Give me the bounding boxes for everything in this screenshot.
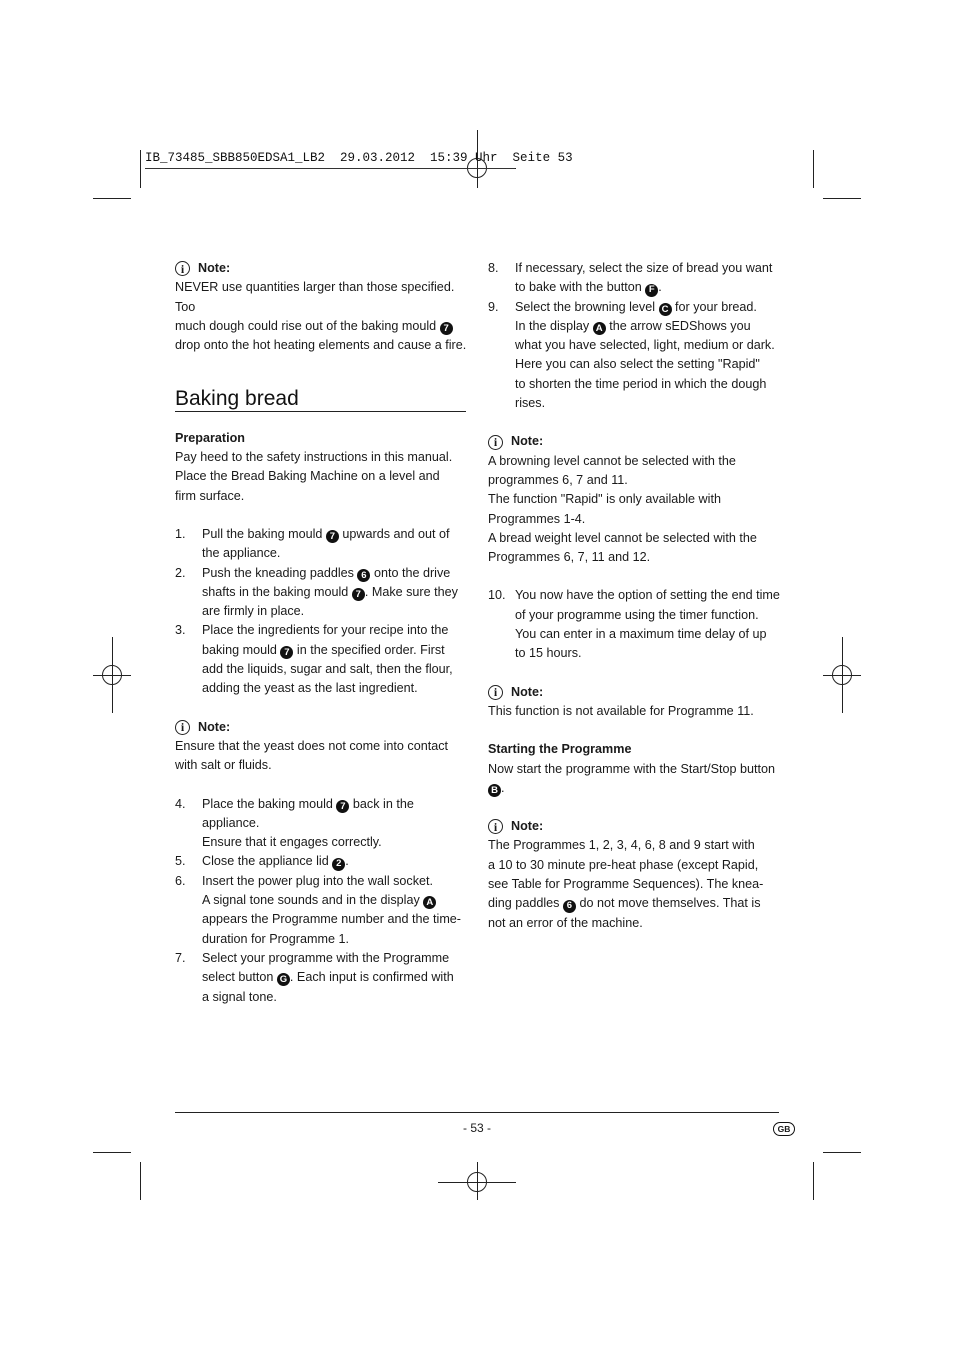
header-underline — [145, 168, 515, 169]
steps-list — [175, 525, 467, 699]
info-icon: i — [175, 261, 190, 276]
list-item: 7. Select your programme with the Programme select button G . Each input is confirmed with a signal tone. — [175, 950, 454, 1004]
language-badge: GB — [773, 1122, 795, 1136]
note-text: Programmes 6, 7, 11 and 12. — [488, 550, 651, 565]
note-text: The function "Rapid" is only available with — [488, 492, 721, 507]
note-text: drop onto the hot heating elements and cause a fire. — [175, 338, 467, 353]
part-badge-2: 2 — [332, 858, 345, 871]
body-text: Now start the programme with the Start/Stop button B . — [488, 761, 775, 796]
part-badge-C: C — [659, 303, 672, 316]
body-text: firm surface. — [175, 488, 245, 503]
crop-mark — [140, 150, 141, 188]
note-text: A bread weight level cannot be selected with the — [488, 530, 757, 545]
part-badge-7: 7 — [352, 588, 365, 601]
subheading-starting: Starting the Programme — [488, 742, 632, 757]
part-badge-B: B — [488, 784, 501, 797]
note-text: Ensure that the yeast does not come into contact — [175, 738, 449, 753]
info-icon: i — [488, 685, 503, 700]
right-column — [488, 259, 783, 933]
steps-list — [175, 795, 467, 1007]
note-heading: i Note: — [175, 718, 467, 737]
crop-mark — [93, 198, 131, 199]
note-text: NEVER use quantities larger than those specified. Too — [175, 280, 455, 314]
crop-mark — [813, 150, 814, 188]
note-heading: i Note: — [175, 259, 467, 278]
note-text: This function is not available for Programme 11. — [488, 703, 754, 718]
list-item: 9. Select the browning level C for your bread. In the display A the arrow sEDShows you what you have selected, light, medium or dark. Here you can also select the setting "Rapid" to shorten the time period in which the dough rises. — [488, 299, 775, 411]
note-text: Programmes 1-4. — [488, 511, 586, 526]
note-text: ding paddles 6 do not move themselves. That is — [488, 896, 761, 912]
list-item: 4. Place the baking mould 7 back in the appliance. Ensure that it engages correctly. — [175, 796, 414, 850]
subheading-preparation: Preparation — [175, 430, 245, 445]
part-badge-6: 6 — [357, 569, 370, 582]
note-text: much dough could rise out of the baking mould 7 — [175, 317, 467, 336]
part-badge-7: 7 — [280, 646, 293, 659]
part-badge-F: F — [645, 284, 658, 297]
crop-mark — [823, 1152, 861, 1153]
note-text: The Programmes 1, 2, 3, 4, 6, 8 and 9 start with — [488, 838, 755, 853]
list-item: 5. Close the appliance lid 2 . — [175, 854, 349, 870]
note-heading: i Note: — [488, 817, 783, 836]
note-text: see Table for Programme Sequences). The knea- — [488, 877, 764, 892]
part-badge-G: G — [277, 973, 290, 986]
list-item: 6. Insert the power plug into the wall socket. A signal tone sounds and in the display A appears the Programme number and the time- duration for Programme 1. — [175, 873, 462, 946]
body-text: Place the Bread Baking Machine on a level and — [175, 469, 440, 484]
crop-mark — [140, 1162, 141, 1200]
page-number: - 53 - — [462, 1121, 491, 1135]
note-heading: i Note: — [488, 432, 783, 451]
registration-mark — [102, 665, 122, 685]
list-item: 2. Push the kneading paddles 6 onto the drive shafts in the baking mould 7 . Make sure they are firmly in place. — [175, 565, 458, 619]
crop-mark — [823, 198, 861, 199]
note-heading: i Note: — [488, 683, 783, 702]
body-text: Pay heed to the safety instructions in this manual. — [175, 450, 453, 465]
crop-mark — [93, 1152, 131, 1153]
registration-mark — [467, 1172, 487, 1192]
info-icon: i — [488, 435, 503, 450]
part-badge-7: 7 — [336, 800, 349, 813]
crop-mark — [813, 1162, 814, 1200]
section-title: Baking bread — [175, 387, 299, 411]
registration-mark — [832, 665, 852, 685]
steps-list — [488, 586, 783, 663]
note-text: with salt or fluids. — [175, 758, 272, 773]
part-badge-6: 6 — [563, 900, 576, 913]
info-icon: i — [488, 819, 503, 834]
list-item: 1. Pull the baking mould 7 upwards and out of the appliance. — [175, 526, 450, 561]
list-item: 8. If necessary, select the size of bread you want to bake with the button F . — [488, 261, 773, 296]
part-badge-A: A — [593, 322, 606, 335]
note-text: a 10 to 30 minute pre-heat phase (except Rapid, — [488, 857, 759, 872]
part-badge-7: 7 — [440, 322, 453, 335]
info-icon: i — [175, 720, 190, 735]
part-badge-7: 7 — [326, 530, 339, 543]
note-text: A browning level cannot be selected with the — [488, 453, 736, 468]
list-item: 10. You now have the option of setting the end time of your programme using the timer function. You can enter in a maximum time delay of up to 15 hours. — [488, 588, 780, 661]
note-text: programmes 6, 7 and 11. — [488, 472, 628, 487]
footer-rule — [175, 1112, 779, 1113]
note-text: not an error of the machine. — [488, 915, 643, 930]
list-item: 3. Place the ingredients for your recipe into the baking mould 7 in the specified order. First add the liquids, sugar and salt, then the flour, adding the yeast as the last ingredient. — [175, 623, 453, 696]
part-badge-A: A — [423, 896, 436, 909]
print-header: IB_73485_SBB850EDSA1_LB2 29.03.2012 15:39 Uhr Seite 53 — [145, 151, 573, 165]
left-column — [175, 259, 467, 1007]
steps-list — [488, 259, 783, 413]
